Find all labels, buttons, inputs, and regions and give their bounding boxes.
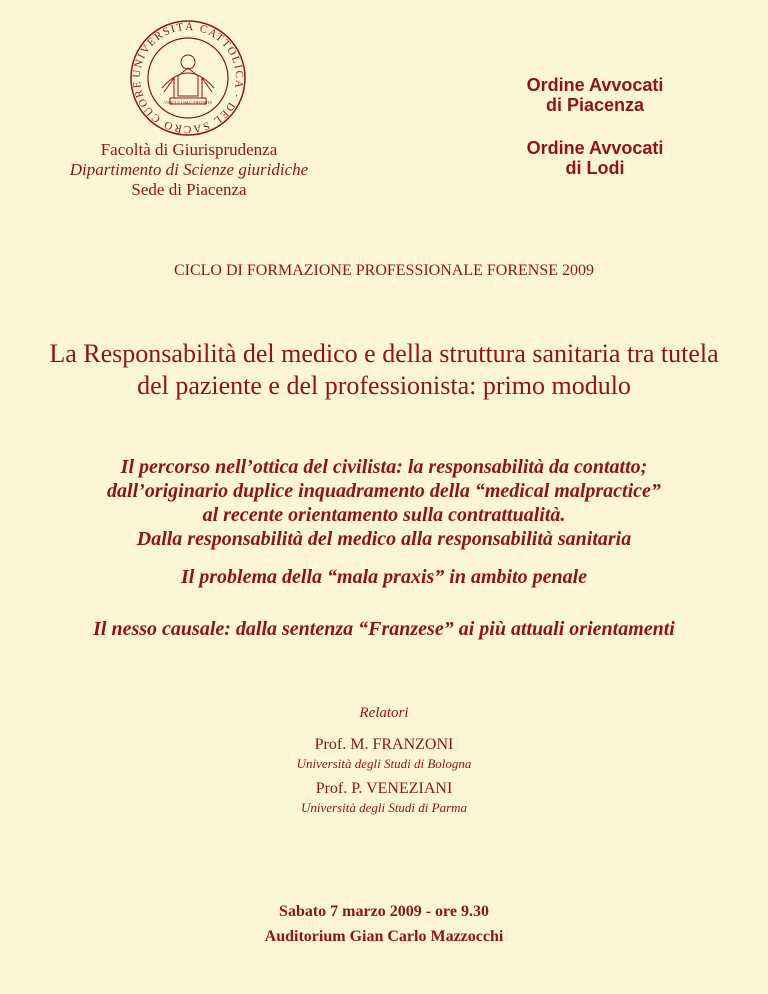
ordine-piacenza-line1: Ordine Avvocati (526, 75, 664, 95)
topic-civil-line3: al recente orientamento sulla contrattualità. (202, 504, 566, 526)
main-title-line2: del paziente e del professionista: primo modulo (137, 371, 631, 400)
event-date-time: Sabato 7 marzo 2009 - ore 9.30 (279, 903, 489, 920)
ordine-piacenza-line2: di Piacenza (545, 95, 645, 115)
ordine-lodi-line2: di Lodi (565, 158, 625, 178)
affiliation-parma: Università degli Studi di Parma (300, 800, 468, 815)
ordine-lodi-line1: Ordine Avvocati (526, 138, 664, 158)
topic-penal: Il problema della “mala praxis” in ambito penale (180, 566, 588, 588)
speaker-franzoni: Prof. M. FRANZONI (314, 736, 454, 753)
speaker-veneziani: Prof. P. VENEZIANI (315, 780, 453, 797)
topic-causal: Il nesso causale: dalla sentenza “Franzese” ai più attuali orientamenti (93, 618, 675, 640)
affiliation-bologna: Università degli Studi di Bologna (296, 756, 472, 771)
ordine-lodi (485, 138, 705, 178)
seal-ring-text: UNIVERSITÀ CATTOLICA · DEL SACRO CUORE (130, 20, 246, 136)
seal-emblem-icon (128, 18, 248, 138)
topic-civil (40, 455, 728, 551)
topic-civil-line4: Dalla responsabilità del medico alla responsabilità sanitaria (136, 528, 632, 550)
seal-ribbon-text: VINCULUM CARITATIS (163, 100, 213, 105)
department-name: Dipartimento di Scienze giuridiche (69, 160, 309, 179)
faculty-name: Facoltà di Giurisprudenza (100, 140, 278, 159)
event-venue: Auditorium Gian Carlo Mazzocchi (264, 928, 504, 945)
seat-name: Sede di Piacenza (131, 180, 247, 199)
university-seal (128, 18, 248, 138)
program-heading: CICLO DI FORMAZIONE PROFESSIONALE FORENSE 2009 (173, 262, 595, 279)
topic-civil-line2: dall’originario duplice inquadramento della “medical malpractice” (107, 480, 661, 502)
main-title (20, 338, 748, 402)
topic-civil-line1: Il percorso nell’ottica del civilista: la responsabilità da contatto; (120, 456, 648, 478)
ordine-piacenza (485, 75, 705, 115)
relatori-label: Relatori (359, 705, 409, 721)
main-title-line1: La Responsabilità del medico e della struttura sanitaria tra tutela (49, 339, 719, 368)
faculty-block (40, 140, 338, 200)
